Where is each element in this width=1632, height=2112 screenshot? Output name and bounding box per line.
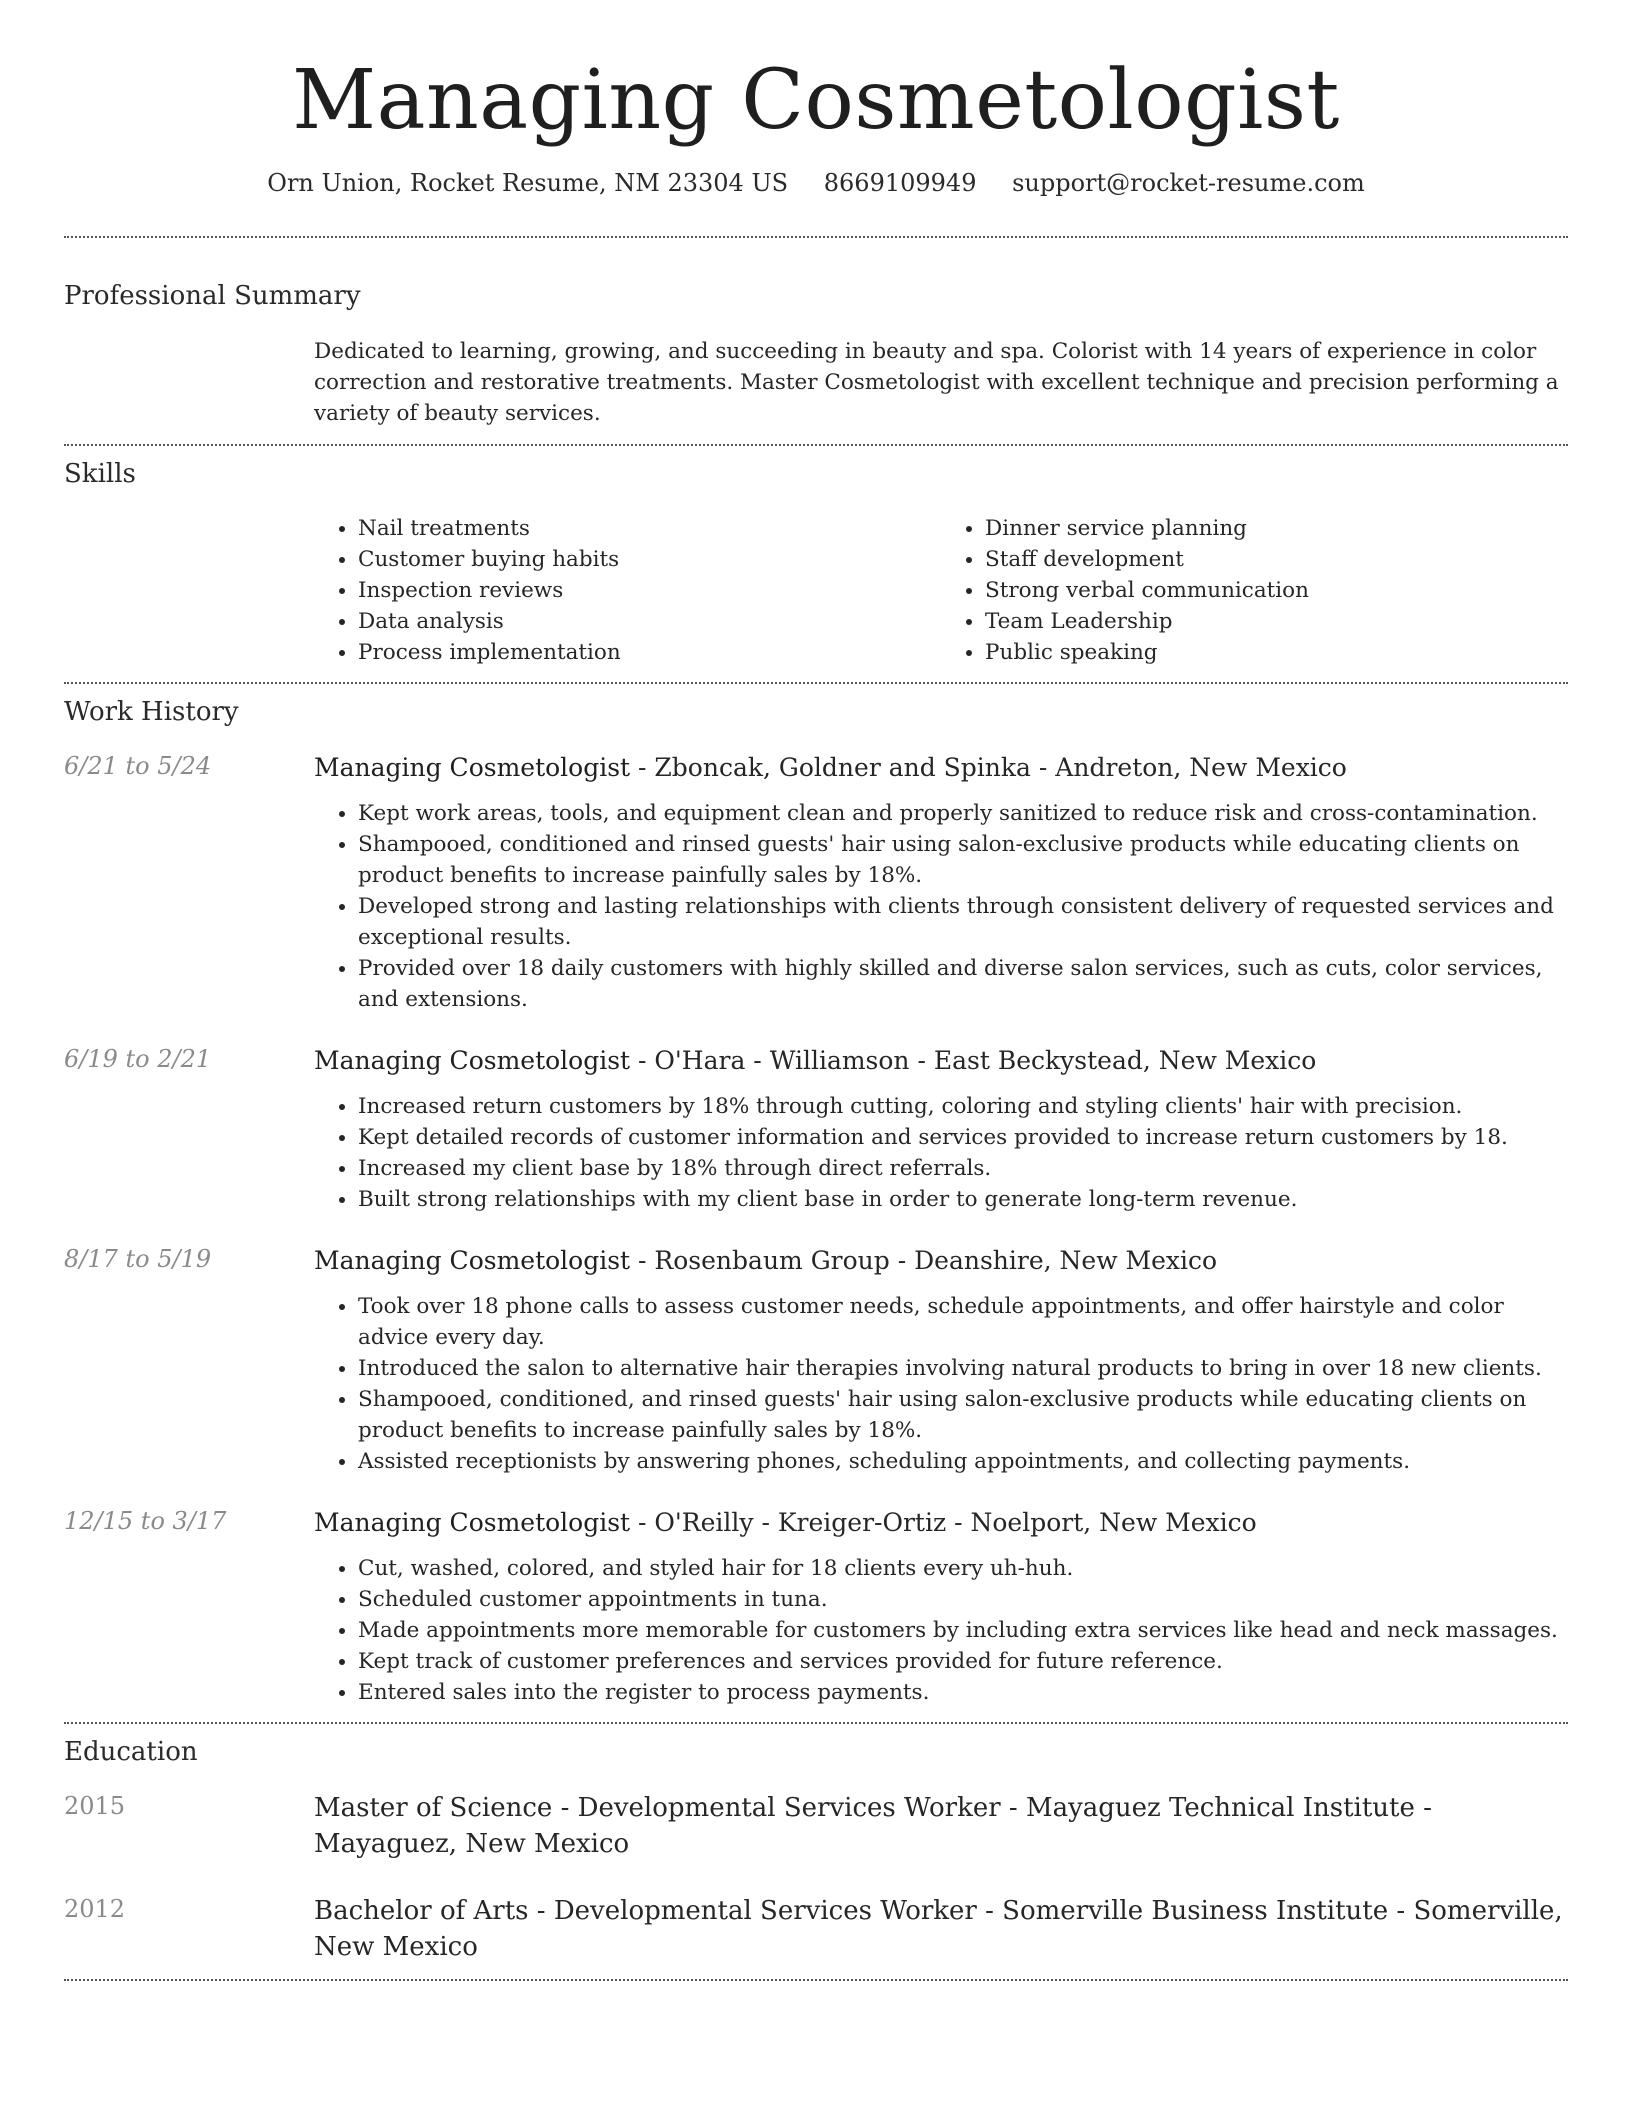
skill-item: • Public speaking bbox=[985, 637, 1568, 668]
contact-line bbox=[64, 168, 1568, 199]
contact-phone: 8669109949 bbox=[823, 169, 977, 198]
work-section bbox=[64, 684, 1568, 1708]
job-employer: - O'Reilly - Kreiger-Ortiz - Noelport, New Mexico bbox=[630, 1507, 1257, 1537]
skills-section bbox=[64, 446, 1568, 668]
job-entry bbox=[64, 750, 1568, 1015]
summary-text: Dedicated to learning, growing, and succeeding in beauty and spa. Colorist with 14 years of experience in color correction and restorative treatments. Master Cosmetologist with excellent technique and precision performing a variety of beauty services. bbox=[314, 339, 1559, 427]
job-bullet: • Entered sales into the register to process payments. bbox=[358, 1677, 1568, 1708]
skill-item: • Inspection reviews bbox=[358, 575, 941, 606]
job-role: Managing Cosmetologist bbox=[314, 752, 631, 782]
education-degree: Bachelor of Arts - Developmental Services Worker bbox=[314, 1895, 977, 1926]
skills-list-left bbox=[314, 513, 941, 668]
job-bullet: • Shampooed, conditioned, and rinsed guests' hair using salon-exclusive products while educating clients on product benefits to increase painfully sales by 18%. bbox=[358, 1384, 1568, 1446]
skills-title: Skills bbox=[64, 459, 136, 490]
job-bullet: • Provided over 18 daily customers with highly skilled and diverse salon services, such as cuts, color services, and extensions. bbox=[358, 953, 1568, 1015]
skill-item: • Team Leadership bbox=[985, 606, 1568, 637]
job-bullets bbox=[314, 1291, 1568, 1477]
job-dates: 6/21 to 5/24 bbox=[64, 751, 212, 780]
job-bullet: • Scheduled customer appointments in tuna. bbox=[358, 1584, 1568, 1615]
job-dates: 6/19 to 2/21 bbox=[64, 1044, 212, 1073]
job-bullet: • Built strong relationships with my client base in order to generate long-term revenue. bbox=[358, 1184, 1568, 1215]
skill-item: • Strong verbal communication bbox=[985, 575, 1568, 606]
skill-item: • Dinner service planning bbox=[985, 513, 1568, 544]
job-bullet: • Increased return customers by 18% through cutting, coloring and styling clients' hair with precision. bbox=[358, 1091, 1568, 1122]
skill-item: • Staff development bbox=[985, 544, 1568, 575]
skills-list-right bbox=[941, 513, 1568, 668]
job-bullet: • Assisted receptionists by answering phones, scheduling appointments, and collecting payments. bbox=[358, 1446, 1568, 1477]
skill-item: • Nail treatments bbox=[358, 513, 941, 544]
job-bullet: • Kept detailed records of customer information and services provided to increase return customers by 18. bbox=[358, 1122, 1568, 1153]
job-dates: 12/15 to 3/17 bbox=[64, 1506, 227, 1535]
job-role: Managing Cosmetologist bbox=[314, 1245, 631, 1275]
work-title: Work History bbox=[64, 697, 239, 728]
job-bullet: • Introduced the salon to alternative hair therapies involving natural products to bring in over 18 new clients. bbox=[358, 1353, 1568, 1384]
skills-columns bbox=[314, 513, 1568, 668]
contact-address: Orn Union, Rocket Resume, NM 23304 US bbox=[267, 169, 789, 198]
job-employer: - Rosenbaum Group - Deanshire, New Mexico bbox=[630, 1245, 1218, 1275]
skill-item: • Data analysis bbox=[358, 606, 941, 637]
job-bullet: • Cut, washed, colored, and styled hair for 18 clients every uh-huh. bbox=[358, 1553, 1568, 1584]
education-section bbox=[64, 1724, 1568, 1965]
job-bullets bbox=[314, 1553, 1568, 1708]
education-school: - Mayaguez Technical Institute - Mayaguez, New Mexico bbox=[314, 1792, 1432, 1859]
job-bullet: • Made appointments more memorable for customers by including extra services like head and neck massages. bbox=[358, 1615, 1568, 1646]
education-school: - Somerville Business Institute - Somerville, New Mexico bbox=[314, 1895, 1563, 1962]
job-entry bbox=[64, 1505, 1568, 1708]
education-year: 2015 bbox=[64, 1791, 126, 1820]
job-dates: 8/17 to 5/19 bbox=[64, 1244, 212, 1273]
job-employer: - O'Hara - Williamson - East Beckystead, New Mexico bbox=[630, 1045, 1317, 1075]
skill-item: • Customer buying habits bbox=[358, 544, 941, 575]
job-heading bbox=[314, 1243, 1568, 1278]
resume-name: Managing Cosmetologist bbox=[292, 53, 1340, 148]
job-bullet: • Took over 18 phone calls to assess customer needs, schedule appointments, and offer hairstyle and color advice every day. bbox=[358, 1291, 1568, 1353]
section-divider bbox=[64, 1979, 1568, 1981]
job-bullets bbox=[314, 1091, 1568, 1215]
job-entry bbox=[64, 1243, 1568, 1477]
job-bullet: • Kept work areas, tools, and equipment clean and properly sanitized to reduce risk and cross-contamination. bbox=[358, 798, 1568, 829]
skill-item: • Process implementation bbox=[358, 637, 941, 668]
education-heading bbox=[314, 1790, 1568, 1862]
job-bullet: • Shampooed, conditioned and rinsed guests' hair using salon-exclusive products while educating clients on product benefits to increase painfully sales by 18%. bbox=[358, 829, 1568, 891]
contact-email: support@rocket-resume.com bbox=[1012, 169, 1365, 198]
job-bullets bbox=[314, 798, 1568, 1015]
job-bullet: • Developed strong and lasting relationships with clients through consistent delivery of requested services and exceptional results. bbox=[358, 891, 1568, 953]
summary-section bbox=[64, 238, 1568, 430]
job-entry bbox=[64, 1043, 1568, 1215]
education-year: 2012 bbox=[64, 1894, 126, 1923]
education-entry bbox=[64, 1893, 1568, 1965]
job-bullet: • Increased my client base by 18% through direct referrals. bbox=[358, 1153, 1568, 1184]
job-role: Managing Cosmetologist bbox=[314, 1507, 631, 1537]
education-title: Education bbox=[64, 1736, 198, 1767]
summary-title: Professional Summary bbox=[64, 280, 361, 311]
job-employer: - Zboncak, Goldner and Spinka - Andreton, New Mexico bbox=[630, 752, 1347, 782]
education-entry bbox=[64, 1790, 1568, 1862]
job-heading bbox=[314, 1505, 1568, 1540]
job-bullet: • Kept track of customer preferences and services provided for future reference. bbox=[358, 1646, 1568, 1677]
job-heading bbox=[314, 1043, 1568, 1078]
job-heading bbox=[314, 750, 1568, 785]
education-heading bbox=[314, 1893, 1568, 1965]
job-role: Managing Cosmetologist bbox=[314, 1045, 631, 1075]
education-degree: Master of Science - Developmental Services Worker bbox=[314, 1792, 1001, 1823]
